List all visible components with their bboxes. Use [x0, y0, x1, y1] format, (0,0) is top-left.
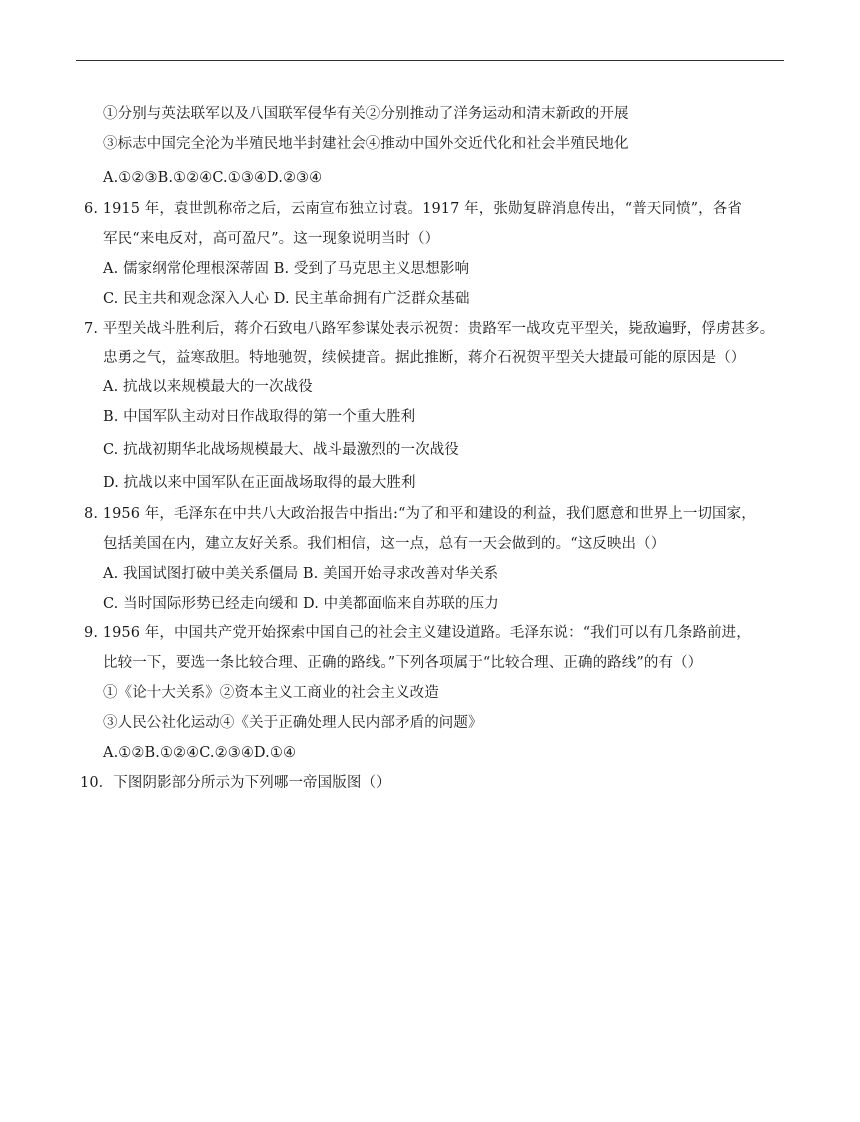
q6-stem-line-2: 军民“来电反对，高可盈尺”。这一现象说明当时（）	[103, 231, 440, 247]
q8-choices-line-2: C. 当时国际形势已经走向缓和 D. 中美都面临来自苏联的压力	[103, 596, 499, 612]
q9-stem-line-2: 比较一下，要选一条比较合理、正确的路线。”下列各项属于“比较合理、正确的路线”的有（）	[103, 655, 703, 671]
q8-stem-line-2: 包括美国在内，建立友好关系。我们相信，这一点，总有一天会做到的。“这反映出（）	[103, 536, 666, 552]
q8-choices-line-1: A. 我国试图打破中美关系僵局 B. 美国开始寻求改善对华关系	[103, 566, 499, 582]
q7-choice-c: C. 抗战初期华北战场规模最大、战斗最激烈的一次战役	[103, 442, 459, 458]
q7-choice-b: B. 中国军队主动对日作战取得的第一个重大胜利	[103, 409, 416, 425]
q7-stem-line-1: 7. 平型关战斗胜利后，蒋介石致电八路军参谋处表示祝贺：贵路军一战攻克平型关，毙敌遍野，俘虏甚多。	[84, 321, 775, 337]
header-rule	[76, 60, 784, 61]
q10-stem: 10．下图阴影部分所示为下列哪一帝国版图（）	[80, 775, 391, 791]
q6-choices-line-2: C. 民主共和观念深入人心 D. 民主革命拥有广泛群众基础	[103, 291, 470, 307]
q9-stem-line-1: 9. 1956 年，中国共产党开始探索中国自己的社会主义建设道路。毛泽东说：“我们可以有几条路前进，	[84, 625, 751, 641]
q9-options-line-2: ③人民公社化运动④《关于正确处理人民内部矛盾的问题》	[103, 715, 483, 731]
q7-stem-line-2: 忠勇之气，益寒敌胆。特地驰贺，续候捷音。据此推断，蒋介石祝贺平型关大捷最可能的原因是（）	[103, 350, 746, 366]
q6-choices-line-1: A. 儒家纲常伦理根深蒂固 B. 受到了马克思主义思想影响	[103, 261, 470, 277]
q7-choice-a: A. 抗战以来规模最大的一次战役	[103, 379, 313, 395]
q7-choice-d: D. 抗战以来中国军队在正面战场取得的最大胜利	[103, 475, 416, 491]
q9-choices: A.①②B.①②④C.②③④D.①④	[103, 745, 297, 761]
q8-stem-line-1: 8. 1956 年，毛泽东在中共八大政治报告中指出:“为了和平和建设的利益，我们愿意和世界上一切国家，	[84, 506, 756, 522]
q5-options-line-1: ①分别与英法联军以及八国联军侵华有关②分别推动了洋务运动和清末新政的开展	[103, 106, 629, 122]
q9-options-line-1: ①《论十大关系》②资本主义工商业的社会主义改造	[103, 685, 439, 701]
q5-choices: A.①②③B.①②④C.①③④D.②③④	[103, 170, 323, 186]
q5-options-line-2: ③标志中国完全沦为半殖民地半封建社会④推动中国外交近代化和社会半殖民地化	[103, 136, 629, 152]
q6-stem-line-1: 6. 1915 年，袁世凯称帝之后，云南宣布独立讨袁。1917 年，张勋复辟消息传出，“普天同愤”，各省	[84, 201, 742, 217]
